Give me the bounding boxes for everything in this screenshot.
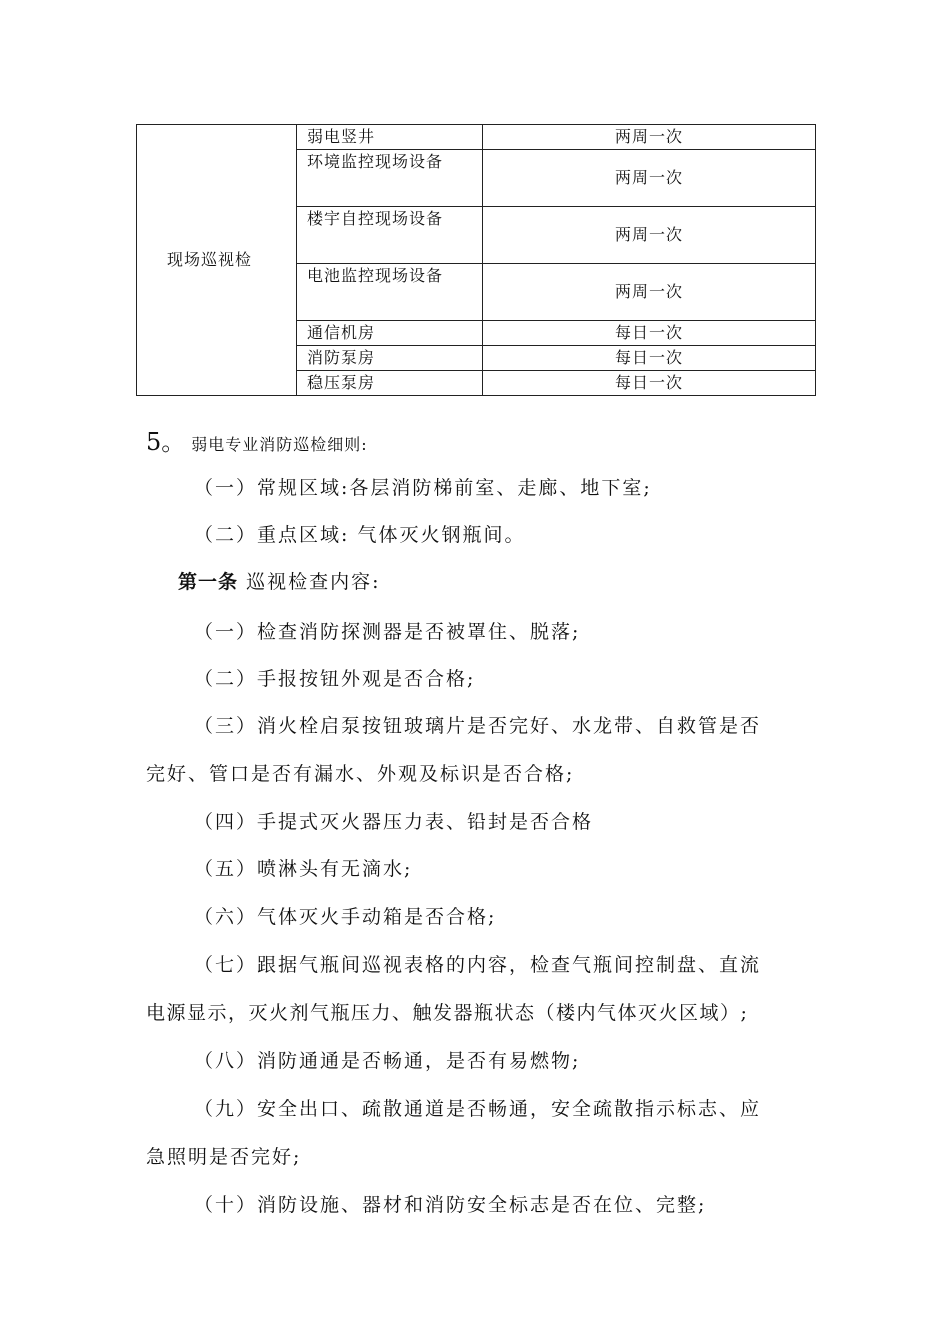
table-cell-frequency: 两周一次	[483, 264, 816, 321]
table-cell-item: 消防泵房	[297, 346, 483, 371]
check-item-continued: 完好、管口是否有漏水、外观及标识是否合格;	[146, 763, 575, 785]
check-item: （四）手提式灭火器压力表、铅封是否合格	[194, 811, 594, 833]
table-cell-item: 楼宇自控现场设备	[297, 207, 483, 264]
section-number: 5。	[146, 428, 186, 456]
article-heading	[146, 570, 848, 594]
table-cell-frequency: 每日一次	[483, 346, 816, 371]
check-item: （九）安全出口、疏散通道是否畅通，安全疏散指示标志、应	[194, 1098, 762, 1120]
check-item: （六）气体灭火手动箱是否合格;	[194, 906, 497, 928]
check-item: （七）跟据气瓶间巡视表格的内容，检查气瓶间控制盘、直流	[194, 954, 762, 976]
area-regular: （一）常规区域:各层消防梯前室、走廊、地下室;	[194, 477, 652, 499]
table-cell-item: 稳压泵房	[297, 371, 483, 396]
area-key: （二）重点区域: 气体灭火钢瓶间。	[194, 524, 526, 546]
table-cell-frequency: 每日一次	[483, 371, 816, 396]
article-title: 巡视检查内容:	[246, 571, 381, 593]
check-item-continued: 电源显示，灭火剂气瓶压力、触发器瓶状态（楼内气体灭火区域）;	[146, 1002, 749, 1024]
category-cell: 现场巡视检	[137, 125, 297, 396]
table-cell-item: 环境监控现场设备	[297, 150, 483, 207]
check-item: （三）消火栓启泵按钮玻璃片是否完好、水龙带、自救管是否	[194, 715, 762, 737]
table-cell-frequency: 两周一次	[483, 207, 816, 264]
table-cell-item: 弱电竖井	[297, 125, 483, 150]
check-item: （十）消防设施、器材和消防安全标志是否在位、完整;	[194, 1194, 707, 1216]
check-item: （二）手报按钮外观是否合格;	[194, 668, 476, 690]
check-item-continued: 急照明是否完好;	[146, 1146, 302, 1168]
check-item: （八）消防通通是否畅通，是否有易燃物;	[194, 1050, 581, 1072]
table-cell-item: 电池监控现场设备	[297, 264, 483, 321]
check-item: （一）检查消防探测器是否被罩住、脱落;	[194, 621, 581, 643]
table-cell-frequency: 每日一次	[483, 321, 816, 346]
article-label: 第一条	[178, 571, 239, 593]
check-item: （五）喷淋头有无滴水;	[194, 858, 413, 880]
table-cell-frequency: 两周一次	[483, 150, 816, 207]
inspection-schedule-table	[136, 124, 816, 396]
section-heading	[146, 422, 368, 457]
table-cell-frequency: 两周一次	[483, 125, 816, 150]
table-cell-item: 通信机房	[297, 321, 483, 346]
section-title: 弱电专业消防巡检细则:	[191, 435, 368, 454]
